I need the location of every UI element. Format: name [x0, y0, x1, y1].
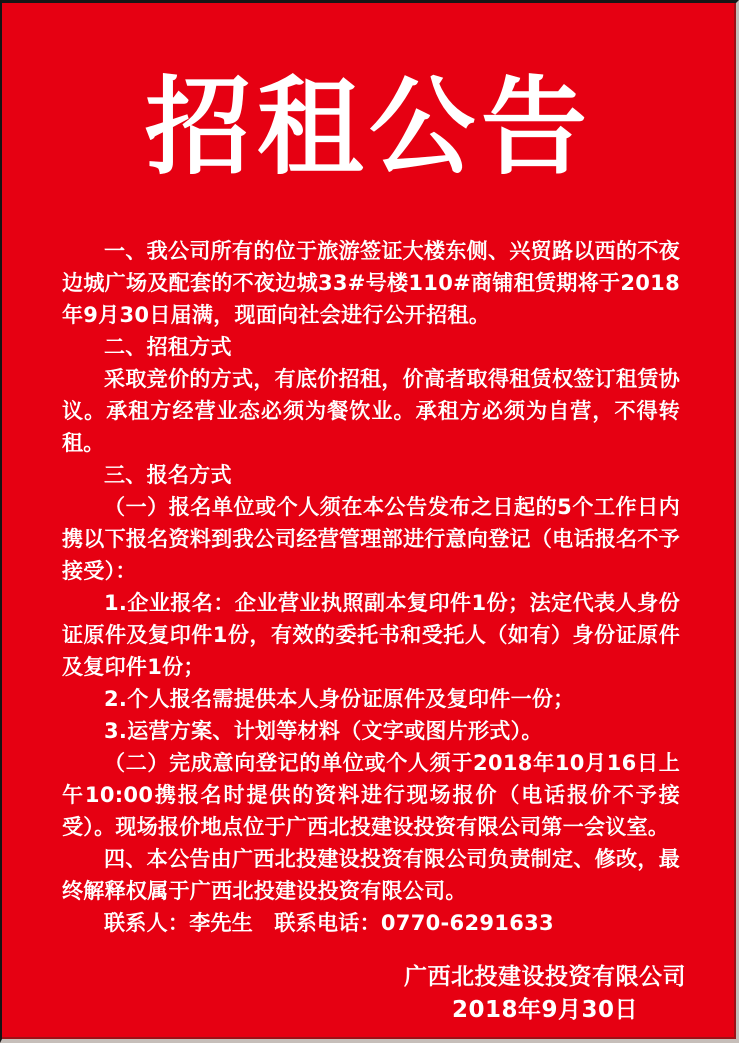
announcement-paragraph: （一）报名单位或个人须在本公告发布之日起的5个工作日内携以下报名资料到我公司经营管理部进行意向登记（电话报名不予接受）： [62, 494, 680, 583]
announcement-paragraph: 联系人：李先生 联系电话：0770-6291633 [104, 910, 554, 935]
announcement-paragraph: 一、我公司所有的位于旅游签证大楼东侧、兴贸路以西的不夜边城广场及配套的不夜边城33#号楼110#商铺租赁期将于2018年9月30日届满，现面向社会进行公开招租。 [62, 238, 680, 327]
announcement-paragraph: 四、本公告由广西北投建设投资有限公司负责制定、修改，最终解释权属于广西北投建设投资有限公司。 [62, 846, 680, 903]
signature-block [2, 961, 736, 1027]
announcement-paragraph: 采取竞价的方式，有底价招租，价高者取得租赁权签订租赁协议。承租方经营业态必须为餐饮业。承租方必须为自营，不得转租。 [62, 366, 680, 455]
signature-date: 2018年9月30日 [451, 996, 639, 1023]
announcement-paragraph: 2.个人报名需提供本人身份证原件及复印件一份； [104, 686, 575, 711]
announcement-paragraph: 三、报名方式 [104, 462, 232, 487]
signature-inner [404, 961, 686, 1027]
announcement-paragraph: 3.运营方案、计划等材料（文字或图片形式）。 [104, 718, 543, 743]
signature-company: 广西北投建设投资有限公司 [404, 963, 686, 990]
announcement-paragraph: （二）完成意向登记的单位或个人须于2018年10月16日上午10:00携报名时提供的资料进行现场报价（电话报价不予接受）。现场报价地点位于广西北投建设投资有限公司第一会议室。 [62, 750, 680, 839]
announcement-paragraph: 二、招租方式 [104, 334, 232, 359]
poster-title: 招租公告 [145, 64, 593, 189]
announcement-paragraph: 1.企业报名：企业营业执照副本复印件1份；法定代表人身份证原件及复印件1份，有效的委托书和受托人（如有）身份证原件及复印件1份； [62, 590, 680, 679]
announcement-body [62, 235, 680, 939]
